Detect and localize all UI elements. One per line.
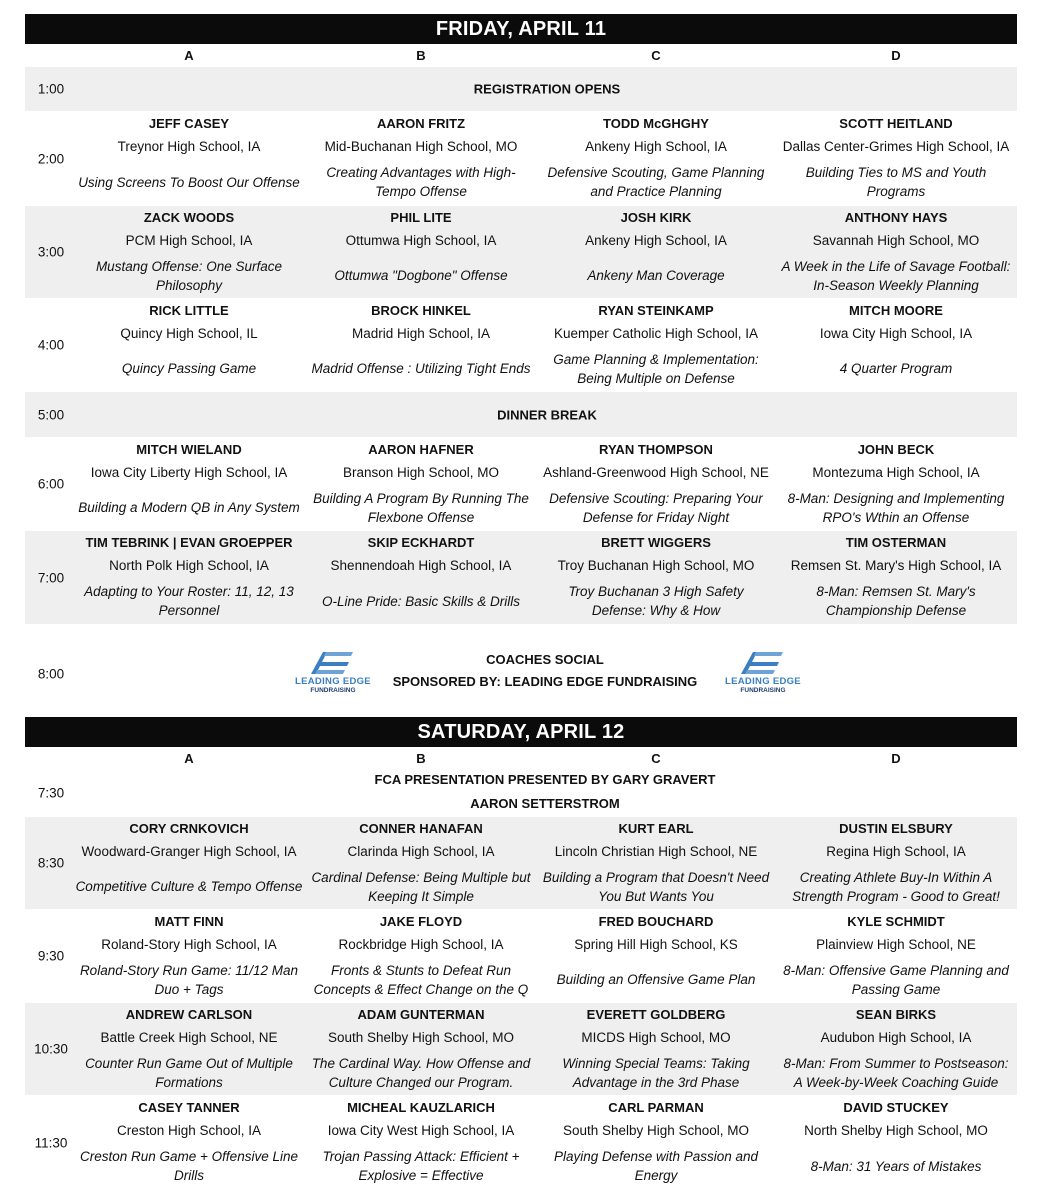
session-topic: Trojan Passing Attack: Efficient + Explosive = Effective — [322, 1149, 520, 1183]
speaker-school: Shennendoah High School, IA — [330, 558, 512, 573]
session-cell — [69, 438, 309, 530]
session-cell — [305, 1003, 537, 1095]
speaker-school: Ashland-Greenwood High School, NE — [543, 465, 769, 480]
session-cell — [538, 1096, 774, 1189]
speaker-school: Montezuma High School, IA — [812, 465, 980, 480]
speaker-name: BRETT WIGGERS — [601, 535, 711, 550]
logo-text-top: LEADING EDGE — [725, 676, 801, 687]
speaker-name: CARL PARMAN — [608, 1100, 704, 1115]
speaker-school: Savannah High School, MO — [812, 233, 980, 248]
logo-text-top: LEADING EDGE — [295, 676, 371, 687]
session-cell — [776, 1003, 1016, 1095]
speaker-school: Lincoln Christian High School, NE — [554, 844, 758, 859]
speaker-name: JOHN BECK — [857, 442, 935, 457]
speaker-school: Treynor High School, IA — [117, 139, 261, 154]
speaker-school: Iowa City High School, IA — [819, 326, 973, 341]
session-cell — [305, 910, 537, 1002]
time-label: 8:00 — [37, 666, 65, 682]
speaker-school: Ottumwa High School, IA — [345, 233, 497, 248]
session-topic: Adapting to Your Roster: 11, 12, 13 Personnel — [84, 584, 294, 618]
session-cell — [776, 112, 1016, 205]
speaker-school: Kuemper Catholic High School, IA — [553, 326, 759, 341]
speaker-school: Quincy High School, IL — [120, 326, 258, 341]
coaches-social — [0, 634, 1050, 714]
sponsor-logo — [713, 648, 813, 694]
banner-text: REGISTRATION OPENS — [473, 81, 621, 97]
speaker-school: Spring Hill High School, KS — [574, 937, 738, 952]
session-cell — [776, 531, 1016, 624]
session-topic: Madrid Offense : Utilizing Tight Ends — [311, 361, 531, 376]
speaker-school: Ankeny High School, IA — [585, 139, 727, 154]
session-topic: Cardinal Defense: Being Multiple but Keeping It Simple — [311, 869, 531, 904]
session-cell — [69, 299, 309, 391]
session-topic: Counter Run Game Out of Multiple Formations — [85, 1055, 293, 1090]
time-label: 2:00 — [37, 151, 65, 166]
speaker-name: TIM OSTERMAN — [845, 535, 947, 550]
session-topic: Winning Special Teams: Taking Advantage in the 3rd Phase — [562, 1055, 750, 1090]
session-topic: Building a Program that Doesn't Need You But Wants You — [542, 869, 770, 904]
time-slot-row — [25, 299, 1017, 391]
speaker-name: AARON FRITZ — [376, 116, 466, 131]
session-cell — [776, 438, 1016, 530]
speaker-name: ZACK WOODS — [143, 210, 235, 225]
time-slot-row — [25, 910, 1017, 1002]
speaker-school: Clarinda High School, IA — [347, 844, 495, 859]
column-header: A — [184, 48, 194, 63]
time-slot-row — [25, 438, 1017, 530]
time-label: 1:00 — [37, 81, 65, 97]
coaches-social-title: COACHES SOCIAL — [486, 652, 604, 667]
speaker-school: Remsen St. Mary's High School, IA — [790, 558, 1002, 573]
speaker-school: South Shelby High School, MO — [562, 1123, 750, 1138]
session-topic: Using Screens To Boost Our Offense — [78, 174, 300, 190]
speaker-name: RYAN STEINKAMP — [598, 303, 714, 318]
session-topic: Roland-Story Run Game: 11/12 Man Duo + Tags — [79, 962, 299, 997]
column-header: A — [184, 751, 194, 766]
speaker-name: SEAN BIRKS — [855, 1007, 937, 1022]
speaker-name: KYLE SCHMIDT — [847, 914, 945, 929]
time-label: 10:30 — [34, 1041, 68, 1057]
session-cell — [305, 817, 537, 909]
session-cell — [305, 1096, 537, 1189]
speaker-name: TIM TEBRINK | EVAN GROEPPER — [85, 535, 293, 550]
logo-text-bottom: FUNDRAISING — [740, 687, 786, 694]
session-topic: 4 Quarter Program — [839, 361, 953, 376]
session-topic: Troy Buchanan 3 High Safety Defense: Why & How — [568, 584, 744, 618]
time-slot-row — [25, 112, 1017, 205]
column-header: B — [416, 48, 426, 63]
column-headers — [0, 749, 1050, 769]
session-topic: 8-Man: Designing and Implementing RPO's Wthin an Offense — [787, 490, 1005, 525]
session-topic: Defensive Scouting: Preparing Your Defense for Friday Night — [549, 490, 763, 525]
speaker-school: Troy Buchanan High School, MO — [557, 558, 755, 573]
session-topic: Building Ties to MS and Youth Programs — [805, 165, 987, 199]
speaker-name: BROCK HINKEL — [371, 303, 471, 318]
session-cell — [69, 817, 309, 909]
speaker-school: Rockbridge High School, IA — [338, 937, 504, 952]
session-topic: O-Line Pride: Basic Skills & Drills — [321, 593, 521, 609]
fca-presentation — [25, 770, 1017, 816]
session-cell — [305, 438, 537, 530]
session-topic: Building an Offensive Game Plan — [556, 972, 756, 987]
session-cell — [305, 112, 537, 205]
session-cell — [538, 438, 774, 530]
speaker-name: CONNER HANAFAN — [359, 821, 483, 836]
session-cell — [538, 1003, 774, 1095]
session-cell — [538, 531, 774, 624]
speaker-name: MITCH MOORE — [849, 303, 943, 318]
sponsor-text: SPONSORED BY: LEADING EDGE FUNDRAISING — [392, 674, 698, 689]
session-topic: Fronts & Stunts to Defeat Run Concepts & Effect Change on the Q — [313, 962, 529, 997]
column-header: C — [651, 751, 661, 766]
time-label: 7:30 — [37, 785, 65, 801]
speaker-school: Roland-Story High School, IA — [101, 937, 277, 952]
session-topic: Playing Defense with Passion and Energy — [553, 1149, 759, 1183]
session-topic: Creating Advantages with High-Tempo Offense — [326, 165, 516, 199]
session-topic: 8-Man: From Summer to Postseason: A Week-by-Week Coaching Guide — [783, 1055, 1009, 1090]
saturday-header: SATURDAY, APRIL 12 — [25, 717, 1017, 747]
speaker-name: ADAM GUNTERMAN — [357, 1007, 485, 1022]
banner-text: DINNER BREAK — [497, 407, 597, 422]
session-topic: Competitive Culture & Tempo Offense — [75, 879, 303, 894]
speaker-school: South Shelby High School, MO — [327, 1030, 515, 1045]
session-cell — [69, 112, 309, 205]
time-label: 8:30 — [37, 855, 65, 871]
speaker-school: Battle Creek High School, NE — [100, 1030, 278, 1045]
speaker-name: MITCH WIELAND — [136, 442, 242, 457]
session-cell — [69, 1096, 309, 1189]
column-header: B — [416, 751, 426, 766]
speaker-school: Branson High School, MO — [342, 465, 500, 480]
session-cell — [305, 206, 537, 298]
speaker-school: Dallas Center-Grimes High School, IA — [782, 139, 1010, 154]
session-cell — [538, 206, 774, 298]
speaker-name: JEFF CASEY — [148, 116, 230, 131]
session-topic: 8-Man: Remsen St. Mary's Championship Defense — [816, 584, 976, 618]
session-cell — [776, 206, 1016, 298]
speaker-school: Mid-Buchanan High School, MO — [324, 139, 518, 154]
session-cell — [538, 112, 774, 205]
time-slot-row — [25, 1096, 1017, 1189]
speaker-school: Madrid High School, IA — [351, 326, 491, 341]
fca-speaker: AARON SETTERSTROM — [470, 796, 620, 811]
speaker-school: North Polk High School, IA — [109, 558, 269, 573]
speaker-name: EVERETT GOLDBERG — [586, 1007, 726, 1022]
speaker-name: MATT FINN — [154, 914, 224, 929]
session-topic: 8-Man: Offensive Game Planning and Passing Game — [783, 962, 1009, 997]
column-header: C — [651, 48, 661, 63]
session-topic: Ankeny Man Coverage — [587, 268, 725, 283]
speaker-name: DAVID STUCKEY — [843, 1100, 949, 1115]
speaker-school: Ankeny High School, IA — [585, 233, 727, 248]
speaker-name: MICHEAL KAUZLARICH — [347, 1100, 495, 1115]
time-label: 6:00 — [37, 476, 65, 492]
session-cell — [69, 531, 309, 624]
session-topic: Game Planning & Implementation: Being Multiple on Defense — [553, 351, 759, 386]
speaker-name: SKIP ECKHARDT — [367, 535, 475, 550]
speaker-school: Iowa City Liberty High School, IA — [90, 465, 288, 480]
time-label: 5:00 — [37, 407, 65, 422]
time-slot-row — [25, 1003, 1017, 1095]
speaker-school: PCM High School, IA — [125, 233, 253, 248]
speaker-school: Audubon High School, IA — [820, 1030, 972, 1045]
time-slot-row — [25, 817, 1017, 909]
session-topic: Mustang Offense: One Surface Philosophy — [95, 258, 283, 293]
session-topic: 8-Man: 31 Years of Mistakes — [810, 1158, 982, 1174]
logo-mark-icon — [713, 648, 813, 676]
speaker-school: Creston High School, IA — [116, 1123, 262, 1138]
speaker-school: Regina High School, IA — [826, 844, 966, 859]
speaker-name: ANTHONY HAYS — [844, 210, 948, 225]
speaker-name: PHIL LITE — [390, 210, 452, 225]
column-header: D — [891, 48, 901, 63]
speaker-name: TODD McGHGHY — [603, 116, 709, 131]
session-topic: Building A Program By Running The Flexbone Offense — [313, 490, 529, 525]
speaker-name: ANDREW CARLSON — [125, 1007, 253, 1022]
session-cell — [69, 910, 309, 1002]
time-label: 9:30 — [37, 948, 65, 964]
speaker-school: Iowa City West High School, IA — [327, 1123, 515, 1138]
speaker-school: Woodward-Granger High School, IA — [81, 844, 297, 859]
time-label: 4:00 — [37, 337, 65, 353]
logo-mark-icon — [283, 648, 383, 676]
time-label: 7:00 — [37, 570, 65, 585]
session-cell — [538, 299, 774, 391]
speaker-school: MICDS High School, MO — [581, 1030, 731, 1045]
speaker-name: JAKE FLOYD — [379, 914, 463, 929]
time-slot-row — [25, 67, 1017, 111]
time-slot-row — [25, 531, 1017, 624]
session-cell — [776, 910, 1016, 1002]
time-label: 11:30 — [34, 1135, 68, 1150]
time-label: 3:00 — [37, 244, 65, 260]
speaker-name: RYAN THOMPSON — [599, 442, 713, 457]
session-topic: Building a Modern QB in Any System — [78, 500, 300, 515]
speaker-name: JOSH KIRK — [620, 210, 692, 225]
speaker-name: DUSTIN ELSBURY — [839, 821, 953, 836]
sponsor-logo — [283, 648, 383, 694]
session-cell — [538, 817, 774, 909]
session-topic: Defensive Scouting, Game Planning and Practice Planning — [547, 165, 765, 199]
time-slot-row — [25, 206, 1017, 298]
speaker-name: AARON HAFNER — [368, 442, 474, 457]
session-topic: Creating Athlete Buy-In Within A Strength Program - Good to Great! — [792, 869, 1000, 904]
session-cell — [538, 910, 774, 1002]
speaker-school: Plainview High School, NE — [816, 937, 976, 952]
session-cell — [776, 817, 1016, 909]
session-cell — [69, 206, 309, 298]
session-cell — [69, 1003, 309, 1095]
time-slot-row — [25, 392, 1017, 437]
column-headers — [0, 46, 1050, 66]
session-topic: Ottumwa "Dogbone" Offense — [334, 268, 508, 283]
fca-title: FCA PRESENTATION PRESENTED BY GARY GRAVERT — [374, 772, 716, 787]
speaker-name: RICK LITTLE — [149, 303, 229, 318]
speaker-name: SCOTT HEITLAND — [839, 116, 953, 131]
session-topic: A Week in the Life of Savage Football: In-Season Weekly Planning — [781, 258, 1011, 293]
column-header: D — [891, 751, 901, 766]
session-cell — [776, 299, 1016, 391]
session-cell — [305, 299, 537, 391]
friday-header: FRIDAY, APRIL 11 — [25, 14, 1017, 44]
speaker-name: KURT EARL — [618, 821, 694, 836]
speaker-name: CASEY TANNER — [138, 1100, 240, 1115]
session-topic: The Cardinal Way. How Offense and Culture Changed our Program. — [311, 1055, 531, 1090]
session-cell — [776, 1096, 1016, 1189]
speaker-name: FRED BOUCHARD — [598, 914, 714, 929]
logo-text-bottom: FUNDRAISING — [310, 687, 356, 694]
speaker-school: North Shelby High School, MO — [804, 1123, 988, 1138]
session-cell — [305, 531, 537, 624]
session-topic: Quincy Passing Game — [121, 361, 257, 376]
speaker-name: CORY CRNKOVICH — [129, 821, 249, 836]
session-topic: Creston Run Game + Offensive Line Drills — [80, 1149, 298, 1183]
